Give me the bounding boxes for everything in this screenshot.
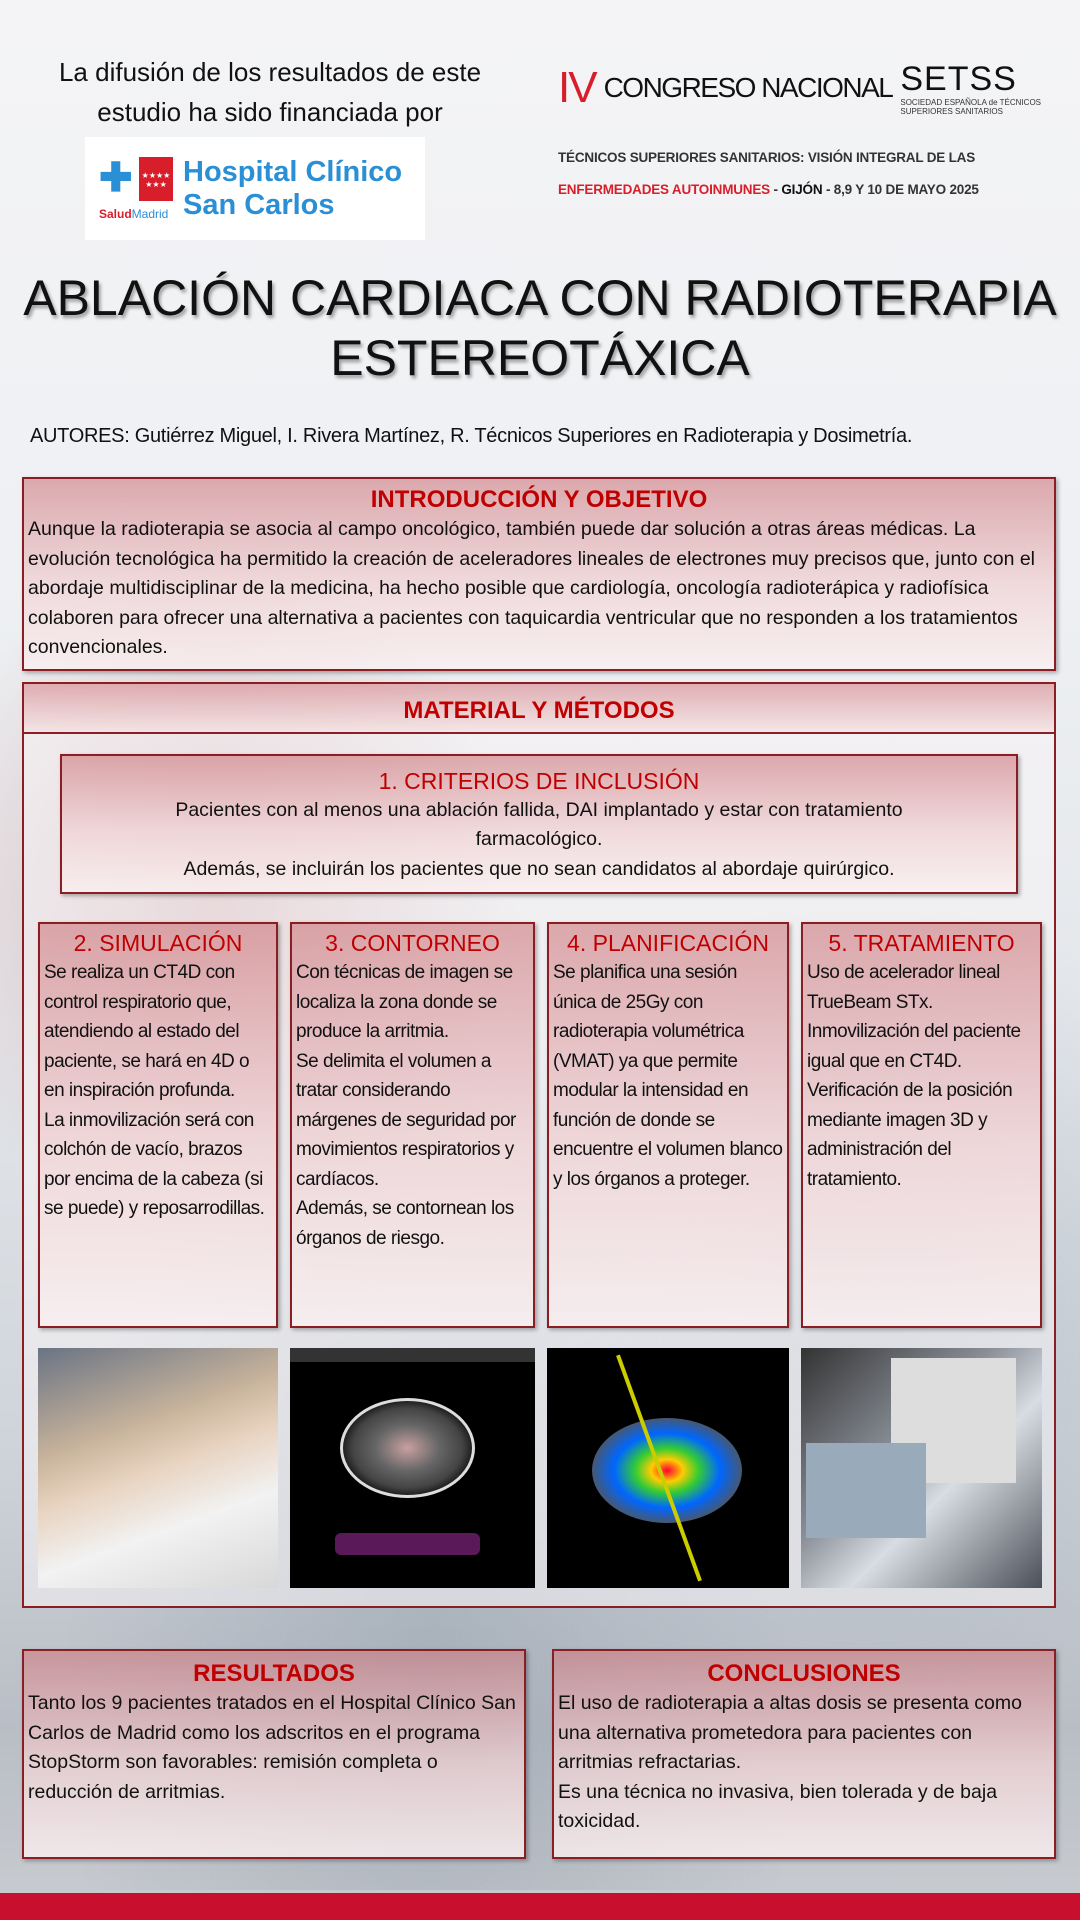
patient-photo <box>38 1348 278 1588</box>
step-heading: 3. CONTORNEO <box>325 930 500 956</box>
method-images <box>38 1348 1040 1588</box>
dose-plan-image <box>547 1348 789 1588</box>
hospital-logo <box>85 137 425 240</box>
step-contouring <box>290 922 535 1328</box>
criteria-text-1: Pacientes con al menos una ablación fallida, DAI implantado y estar con tratamiento farmacológico. <box>175 798 903 850</box>
conclusions-section <box>552 1649 1056 1859</box>
conclusions-heading: CONCLUSIONES <box>707 1660 901 1687</box>
criteria-text-2: Además, se incluirán los pacientes que no sean candidatos al abordaje quirúrgico. <box>183 857 895 880</box>
step-text: La inmovilización será con colchón de vacío, brazos por encima de la cabeza (si se puede) y reposarrodillas. <box>44 1109 265 1219</box>
results-heading: RESULTADOS <box>193 1660 355 1687</box>
methods-section <box>22 682 1056 1609</box>
congress-logo <box>558 52 1053 206</box>
authors: AUTORES: Gutiérrez Miguel, I. Rivera Martínez, R. Técnicos Superiores en Radioterapia y Dosimetría. <box>30 425 913 447</box>
step-text: Verificación de la posición mediante imagen 3D y administración del tratamiento. <box>807 1080 1013 1190</box>
step-planning <box>547 922 789 1328</box>
conclusions-text-2: Es una técnica no invasiva, bien tolerada y de baja toxicidad. <box>558 1780 998 1832</box>
footer-bar <box>0 1893 1080 1920</box>
setss-subtitle: SOCIEDAD ESPAÑOLA de TÉCNICOS SUPERIORES SANITARIOS <box>900 98 1041 116</box>
step-text: Uso de acelerador lineal TrueBeam STx. <box>807 962 1000 1013</box>
page-title: ABLACIÓN CARDIACA CON RADIOTERAPIA ESTEREOTÁXICA <box>23 270 1057 386</box>
criteria-heading: 1. CRITERIOS DE INCLUSIÓN <box>378 767 700 794</box>
step-heading: 2. SIMULACIÓN <box>73 930 243 956</box>
methods-heading: MATERIAL Y MÉTODOS <box>403 696 675 724</box>
step-heading: 5. TRATAMIENTO <box>828 930 1015 956</box>
intro-heading: INTRODUCCIÓN Y OBJETIVO <box>370 486 708 513</box>
medical-cross-icon: ✚ <box>99 155 133 200</box>
results-row <box>22 1629 1056 1859</box>
method-steps <box>38 922 1040 1328</box>
hospital-name-1: Hospital Clínico <box>183 155 403 188</box>
step-text: Además, se contornean los órganos de riesgo. <box>296 1198 514 1249</box>
step-text: Con técnicas de imagen se localiza la zona donde se produce la arritmia. <box>296 962 513 1042</box>
step-text: Inmovilización del paciente igual que en CT4D. <box>807 1021 1021 1072</box>
intro-text: Aunque la radioterapia se asocia al campo oncológico, también puede dar solución a otras áreas médicas. La evolución tecnológica ha permitido la creación de aceleradores lineales de electrones muy precisos que, junto con el abordaje multidisciplinar de la medicina, ha hecho posible que cardiología, oncología radioterápica y radiofísica colaboren para ofrecer una alternativa a pacientes con taquicardia ventricular que no responden a los tratamientos convencionales. <box>28 518 1036 658</box>
results-section <box>22 1649 526 1859</box>
congress-name: CONGRESO NACIONAL <box>603 72 893 103</box>
congress-numeral: IV <box>558 63 596 112</box>
step-heading: 4. PLANIFICACIÓN <box>567 930 769 956</box>
step-text: Se planifica una sesión única de 25Gy con radioterapia volumétrica (VMAT) ya que permite modular la intensidad en función de donde se encuentre el volumen blanco y los órganos a proteger. <box>553 962 783 1190</box>
step-simulation <box>38 922 278 1328</box>
funding-text: La difusión de los resultados de este estudio ha sido financiada por <box>58 57 482 127</box>
madrid-flag-icon: ★★★★ ★★★ <box>139 157 173 201</box>
results-text: Tanto los 9 pacientes tratados en el Hospital Clínico San Carlos de Madrid como los adscritos en el programa StopStorm son favorables: remisión completa o reducción de arritmias. <box>28 1692 516 1803</box>
ct-contour-image <box>290 1348 535 1588</box>
congress-details: ENFERMEDADES AUTOINMUNES - GIJÓN - 8,9 Y 10 DE MAYO 2025 <box>558 182 979 197</box>
poster-body <box>22 477 1056 1859</box>
hospital-name-2: San Carlos <box>183 188 335 221</box>
criteria-box <box>60 754 1018 895</box>
step-text: Se delimita el volumen a tratar considerando márgenes de seguridad por movimientos respiratorios y cardíacos. <box>296 1050 516 1190</box>
salud-madrid-label: SaludMadrid <box>99 206 169 221</box>
congress-theme: TÉCNICOS SUPERIORES SANITARIOS: VISIÓN INTEGRAL DE LAS <box>558 150 975 165</box>
conclusions-text: El uso de radioterapia a altas dosis se presenta como una alternativa prometedora para pacientes con arritmias refractarias. <box>558 1692 1022 1773</box>
intro-section <box>22 477 1056 671</box>
setss-logo: SETSS <box>900 60 1017 98</box>
step-text: Se realiza un CT4D con control respiratorio que, atendiendo al estado del paciente, se hará en 4D o en inspiración profunda. <box>44 962 250 1101</box>
treatment-console-photo <box>801 1348 1042 1588</box>
step-treatment <box>801 922 1042 1328</box>
